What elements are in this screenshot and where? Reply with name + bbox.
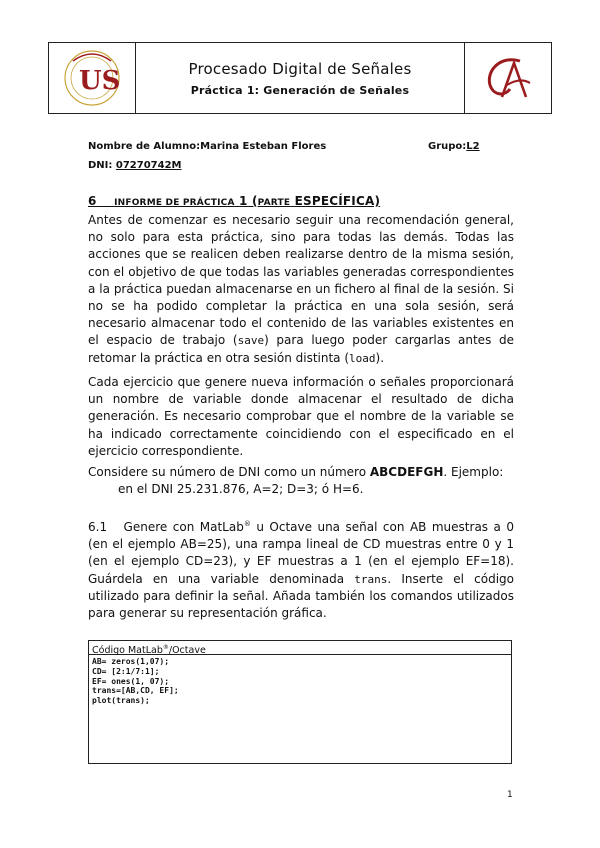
dni-label: DNI: <box>88 160 113 171</box>
section-number: 6 <box>88 194 97 208</box>
registered-mark: ® <box>243 520 251 528</box>
code-box <box>88 640 512 764</box>
section-heading <box>88 194 380 208</box>
student-name-value: Marina Esteban Flores <box>200 141 327 152</box>
page-number: 1 <box>507 790 513 800</box>
section-title-rest: ESPECÍFICA) <box>294 194 381 208</box>
dni-line <box>88 160 182 171</box>
dni-value: 07270742M <box>115 160 182 171</box>
code-header-registered-mark: ® <box>162 644 169 651</box>
section-title-smallcaps-1: INFORME DE PRÁCTICA <box>114 198 235 208</box>
university-logo-cell <box>49 43 136 113</box>
code-header-text-a: Código MatLab <box>92 645 163 657</box>
exercise-text-a: Genere con MatLab <box>123 520 244 534</box>
paragraph-1-text-c: ). <box>375 350 385 365</box>
paragraph-dni <box>88 464 514 498</box>
faculty-logo-cell <box>464 43 551 113</box>
save-command: save <box>237 334 265 348</box>
paragraph-3-text-b: . Ejemplo: <box>443 465 504 479</box>
code-content: AB= zeros(1,07); CD= [2:1/7:1]; EF= ones(1, 07); trans=[AB,CD, EF]; plot(trans); <box>92 657 179 706</box>
exercise-text-b: u Octave una señal con AB muestras a 0 (en el ejemplo AB=25), una rampa lineal de CD muestras entre 0 y 1 (en el ejemplo CD=23), y EF muestras a 1 (en el ejemplo EF=18). Guárdela en una variable denominada <box>88 520 514 586</box>
paragraph-1-text-a: Antes de comenzar es necesario seguir una recomendación general, no solo para esta práctica, sino para todas las demás. Todas las acciones que se realicen deben realizarse dentro de la misma sesión, con el objetivo de que todas las variables generadas correspondientes a la práctica puedan almacenarse en un fichero al final de la sesión. Si no se ha podido completar la práctica en una sola sesión, será necesario almacenar todo el contenido de las variables existentes en el espacio de trabajo ( <box>88 213 514 348</box>
paragraph-1-text-b: ) para luego poder cargarlas antes de retomar la práctica en otra sesión distinta ( <box>88 333 514 365</box>
paragraph-2-text: Cada ejercicio que genere nueva información o señales proporcionará un nombre de variable donde almacenar el resultado de dicha generación. Es necesario comprobar que el nombre de la variable se ha indicado correctamente coincidiendo con el especificado en el ejercicio correspondiente. <box>88 375 514 458</box>
code-box-header <box>89 641 511 655</box>
seal-monogram: US <box>79 66 121 96</box>
section-title-number: 1 ( <box>239 194 258 208</box>
paragraph-variables <box>88 374 514 460</box>
paragraph-3-example: en el DNI 25.231.876, A=2; D=3; ó H=6. <box>118 482 364 497</box>
load-command: load <box>349 351 376 365</box>
variable-name: trans <box>354 572 388 586</box>
section-title-smallcaps-2: PARTE <box>257 198 291 208</box>
code-header-text-b: /Octave <box>168 645 206 657</box>
group-value: L2 <box>466 141 480 152</box>
faculty-logo-icon <box>480 53 536 103</box>
paragraph-recommendation <box>88 212 514 367</box>
exercise-6-1 <box>88 516 514 622</box>
student-name-label: Nombre de Alumno: <box>88 141 201 152</box>
header-table <box>48 42 552 114</box>
university-seal-icon <box>59 49 125 107</box>
exercise-text-c: . Inserte el código utilizado para definir la señal. Añada también los comandos utilizados para generar su representación gráfica. <box>88 571 515 621</box>
course-title: Procesado Digital de Señales <box>188 59 412 78</box>
paragraph-3-text-a: Considere su número de DNI como un número <box>88 465 370 479</box>
header-titles <box>136 43 464 113</box>
exercise-number: 6.1 <box>88 520 108 534</box>
practice-title: Práctica 1: Generación de Señales <box>190 83 410 97</box>
group-line <box>428 141 480 152</box>
dni-placeholder: ABCDEFGH <box>369 465 444 479</box>
student-name-line <box>88 141 326 152</box>
group-label: Grupo: <box>428 141 467 152</box>
